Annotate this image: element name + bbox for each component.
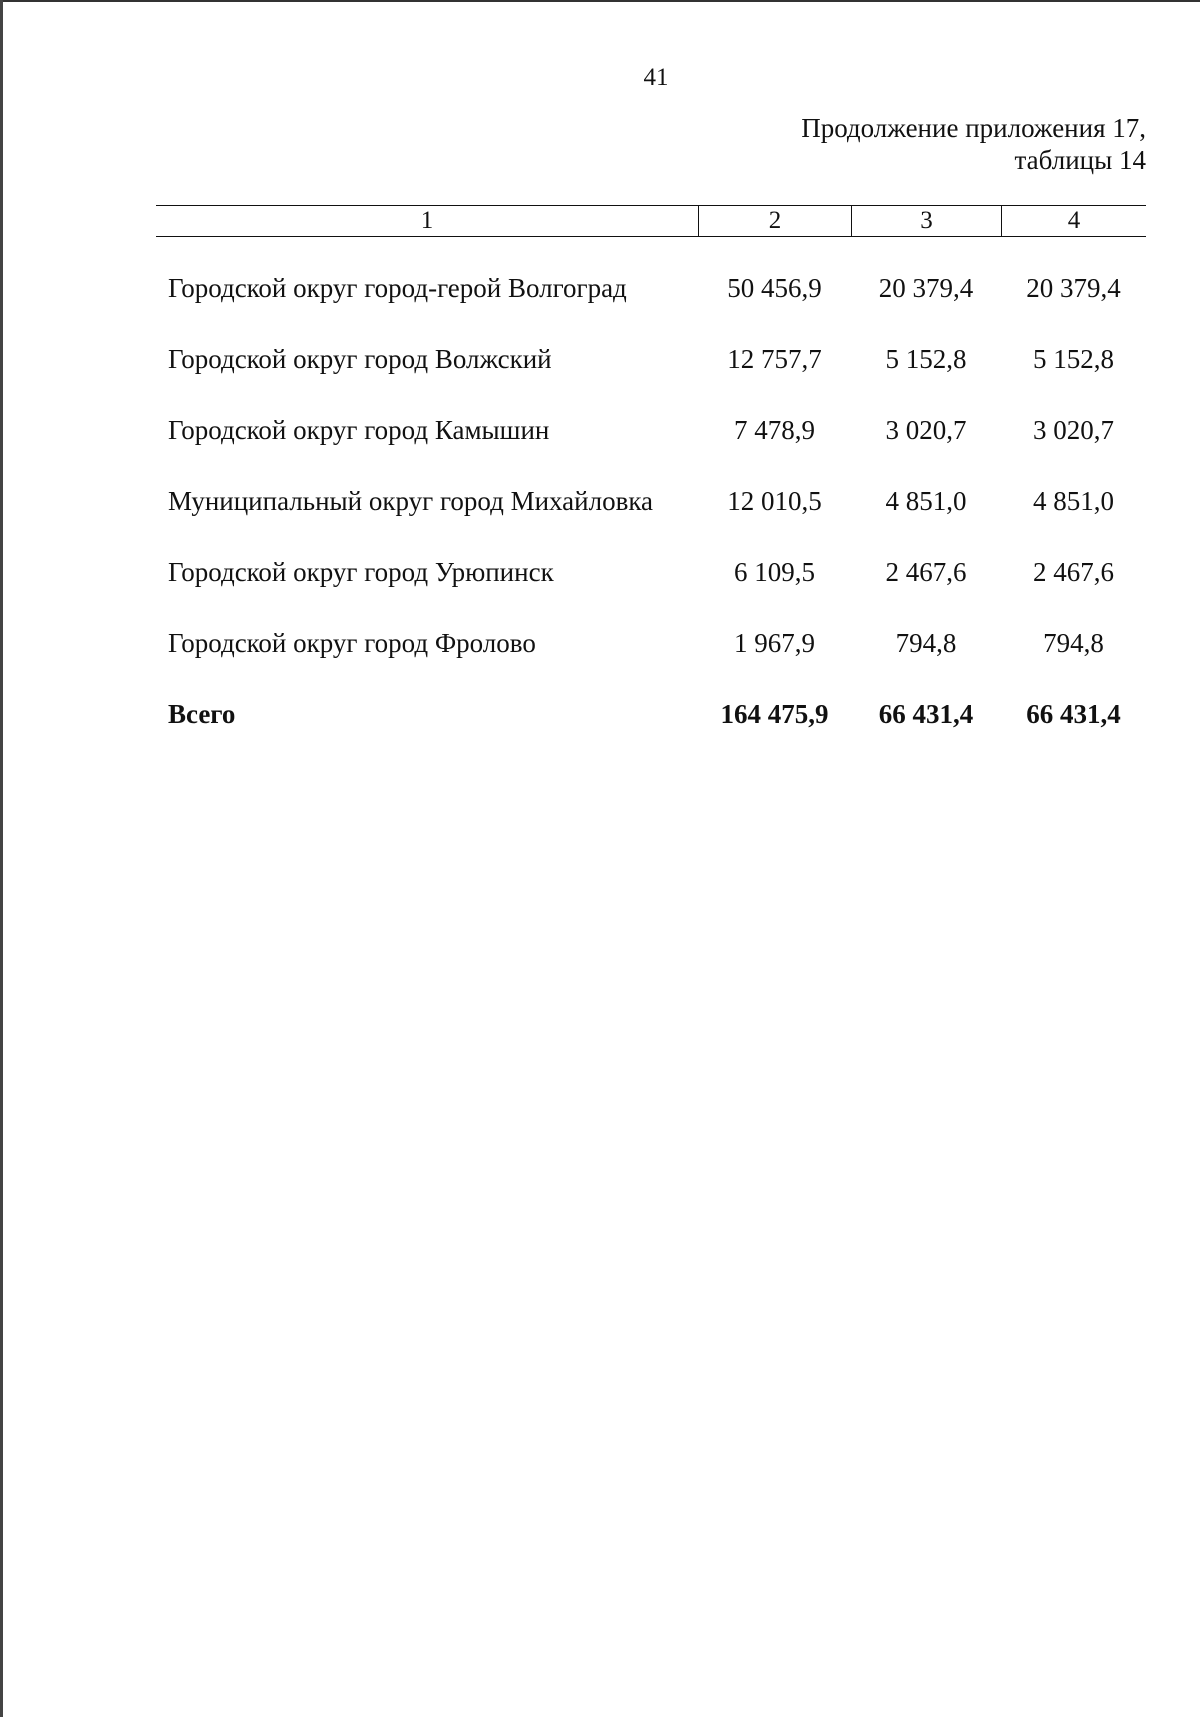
row-name: Городской округ город Урюпинск (168, 557, 554, 587)
row-value-col-4: 794,8 (1043, 628, 1104, 658)
row-value-col-3: 4 851,0 (885, 486, 967, 516)
row-value-col-2: 50 456,9 (727, 273, 822, 303)
row-value-col-2: 12 010,5 (727, 486, 822, 516)
table-row (156, 466, 1146, 537)
row-value-col-3: 2 467,6 (885, 557, 967, 587)
row-name: Городской округ город Камышин (168, 415, 550, 445)
row-name: Муниципальный округ город Михайловка (168, 486, 654, 516)
header-col-2: 2 (698, 206, 851, 236)
row-value-col-2: 1 967,9 (734, 628, 815, 658)
row-value-col-3: 5 152,8 (885, 344, 967, 374)
row-value-col-2: 6 109,5 (734, 557, 815, 587)
row-value-col-4: 3 020,7 (1033, 415, 1114, 445)
header-col-3: 3 (851, 206, 1001, 236)
page-number: 41 (643, 64, 669, 91)
scan-edge-left (0, 0, 3, 1717)
total-value-col-4: 66 431,4 (1026, 699, 1121, 729)
continuation-note (801, 112, 1146, 176)
row-value-col-4: 4 851,0 (1033, 486, 1114, 516)
total-label: Всего (168, 699, 236, 729)
row-name: Городской округ город-герой Волгоград (168, 273, 627, 303)
table-row (156, 608, 1146, 679)
table-row (156, 253, 1146, 324)
row-value-col-3: 20 379,4 (878, 273, 974, 303)
table-row (156, 324, 1146, 395)
row-value-col-3: 3 020,7 (885, 415, 967, 445)
total-value-col-2: 164 475,9 (720, 699, 829, 729)
row-name: Городской округ город Волжский (168, 344, 552, 374)
row-value-col-4: 20 379,4 (1026, 273, 1121, 303)
row-value-col-3: 794,8 (895, 628, 957, 658)
scan-edge-top (0, 0, 1200, 2)
header-col-4: 4 (1001, 206, 1146, 236)
row-name: Городской округ город Фролово (168, 628, 536, 658)
continuation-line-2: таблицы 14 (1014, 145, 1146, 175)
continuation-line-1: Продолжение приложения 17, (801, 113, 1146, 143)
header-col-1: 1 (420, 207, 434, 234)
table-total-row (156, 679, 1146, 750)
data-table (156, 205, 1146, 750)
table-header-row (156, 205, 1146, 237)
row-value-col-2: 12 757,7 (727, 344, 822, 374)
total-value-col-3: 66 431,4 (878, 699, 974, 729)
table-body (156, 237, 1146, 750)
row-value-col-4: 5 152,8 (1033, 344, 1114, 374)
row-value-col-4: 2 467,6 (1033, 557, 1114, 587)
table-row (156, 395, 1146, 466)
table-row (156, 537, 1146, 608)
row-value-col-2: 7 478,9 (734, 415, 815, 445)
